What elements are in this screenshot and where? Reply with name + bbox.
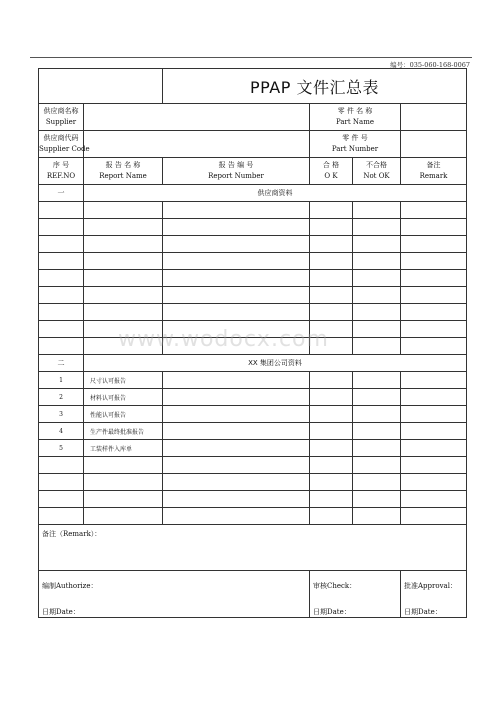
report-name-cell [84, 270, 163, 287]
ref-cell [39, 491, 84, 508]
report-name-cell: 工装样件入库单 [84, 440, 163, 457]
ok-cell[interactable] [310, 457, 353, 474]
ok-cell[interactable] [310, 236, 353, 253]
table-row [39, 219, 467, 236]
report-name-cell: 尺寸认可报告 [84, 372, 163, 389]
not-ok-cell[interactable] [353, 457, 401, 474]
not-ok-cell[interactable] [353, 508, 401, 525]
authorize-date-label: 日期Date： [42, 608, 80, 616]
ok-cell[interactable] [310, 406, 353, 423]
watermark: www.wodocx.com [118, 327, 329, 352]
table-row [39, 440, 467, 457]
table-row [39, 202, 467, 219]
remark-cell[interactable] [401, 372, 467, 389]
col-header-remark: 备注 Remark [401, 158, 467, 185]
not-ok-cell[interactable] [353, 406, 401, 423]
report-name-cell [84, 236, 163, 253]
section-number: 二 [39, 355, 84, 372]
report-name-cell: 性能认可报告 [84, 406, 163, 423]
report-number-cell[interactable] [163, 270, 310, 287]
report-name-cell [84, 287, 163, 304]
table-row [39, 423, 467, 440]
report-number-cell[interactable] [163, 304, 310, 321]
ref-cell [39, 321, 84, 338]
table-row [39, 304, 467, 321]
remark-cell[interactable] [401, 389, 467, 406]
remark-cell[interactable] [401, 202, 467, 219]
ok-cell[interactable] [310, 372, 353, 389]
not-ok-cell[interactable] [353, 304, 401, 321]
table-row [39, 287, 467, 304]
ref-cell [39, 253, 84, 270]
ref-cell [39, 474, 84, 491]
ref-cell: 5 [39, 440, 84, 457]
report-name-cell [84, 219, 163, 236]
col-header-ok: 合 格 O K [310, 158, 353, 185]
supplier-code-label: 供应商代码 Supplier Code [39, 131, 84, 158]
report-name-cell [84, 474, 163, 491]
report-number-cell[interactable] [163, 202, 310, 219]
report-name-cell [84, 508, 163, 525]
remark-cell[interactable] [401, 321, 467, 338]
ref-cell [39, 270, 84, 287]
report-number-cell[interactable] [163, 389, 310, 406]
table-row [39, 372, 467, 389]
remark-cell[interactable] [401, 338, 467, 355]
ok-cell[interactable] [310, 423, 353, 440]
part-name-label: 零 件 名 称 Part Name [310, 104, 401, 131]
ok-cell[interactable] [310, 338, 353, 355]
report-name-cell [84, 338, 163, 355]
supplier-label: 供应商名称 Supplier [39, 104, 84, 131]
not-ok-cell[interactable] [353, 440, 401, 457]
report-number-cell[interactable] [163, 440, 310, 457]
section-row-supplier [39, 185, 467, 202]
table-row [39, 457, 467, 474]
remark-area[interactable] [39, 525, 467, 571]
section-title: XX 集团公司资料 [84, 355, 467, 372]
not-ok-cell[interactable] [353, 389, 401, 406]
logo-cell [39, 69, 163, 104]
not-ok-cell[interactable] [353, 372, 401, 389]
table-row [39, 338, 467, 355]
ref-cell: 4 [39, 423, 84, 440]
not-ok-cell[interactable] [353, 338, 401, 355]
col-header-not-ok: 不合格 Not OK [353, 158, 401, 185]
ok-cell[interactable] [310, 219, 353, 236]
remark-cell[interactable] [401, 406, 467, 423]
report-number-cell[interactable] [163, 508, 310, 525]
remark-cell[interactable] [401, 253, 467, 270]
table-row [39, 508, 467, 525]
table-row [39, 474, 467, 491]
authorize-label: 编制Authorize： [42, 582, 98, 590]
header-rule [30, 57, 472, 58]
report-number-cell[interactable] [163, 287, 310, 304]
report-number-cell[interactable] [163, 406, 310, 423]
ok-cell[interactable] [310, 321, 353, 338]
ok-cell[interactable] [310, 304, 353, 321]
report-number-cell[interactable] [163, 423, 310, 440]
remark-cell[interactable] [401, 270, 467, 287]
document-number: 编号：035-060-168-0067 [390, 61, 470, 69]
ref-cell [39, 287, 84, 304]
ref-cell: 2 [39, 389, 84, 406]
approval-date-label: 日期Date： [404, 608, 442, 616]
part-number-label: 零 件 号 Part Number [310, 131, 401, 158]
not-ok-cell[interactable] [353, 287, 401, 304]
remark-cell[interactable] [401, 219, 467, 236]
report-name-cell: 材料认可报告 [84, 389, 163, 406]
ok-cell[interactable] [310, 287, 353, 304]
not-ok-cell[interactable] [353, 321, 401, 338]
report-name-cell [84, 202, 163, 219]
remark-cell[interactable] [401, 304, 467, 321]
remark-cell[interactable] [401, 491, 467, 508]
report-name-cell: 生产件最终批准报告 [84, 423, 163, 440]
not-ok-cell[interactable] [353, 270, 401, 287]
remark-cell[interactable] [401, 457, 467, 474]
table-row [39, 253, 467, 270]
not-ok-cell[interactable] [353, 474, 401, 491]
not-ok-cell[interactable] [353, 236, 401, 253]
ref-cell [39, 457, 84, 474]
report-name-cell [84, 457, 163, 474]
part-name-field[interactable] [401, 104, 467, 131]
supplier-code-field[interactable] [84, 131, 310, 158]
report-number-cell[interactable] [163, 491, 310, 508]
report-name-cell [84, 253, 163, 270]
ref-cell [39, 304, 84, 321]
ok-cell[interactable] [310, 270, 353, 287]
remark-cell[interactable] [401, 236, 467, 253]
check-cell[interactable] [310, 571, 401, 618]
report-number-cell[interactable] [163, 338, 310, 355]
ref-cell: 3 [39, 406, 84, 423]
ok-cell[interactable] [310, 440, 353, 457]
table-row [39, 321, 467, 338]
remark-cell[interactable] [401, 508, 467, 525]
table-row [39, 406, 467, 423]
section-title: 供应商资料 [84, 185, 467, 202]
ref-cell [39, 236, 84, 253]
table-row [39, 236, 467, 253]
ref-cell: 1 [39, 372, 84, 389]
table-row [39, 389, 467, 406]
col-header-report-name: 报 告 名 称 Report Name [84, 158, 163, 185]
remark-cell[interactable] [401, 474, 467, 491]
report-name-cell [84, 321, 163, 338]
not-ok-cell[interactable] [353, 423, 401, 440]
not-ok-cell[interactable] [353, 202, 401, 219]
ref-cell [39, 508, 84, 525]
signature-row [39, 571, 467, 618]
ok-cell[interactable] [310, 474, 353, 491]
report-number-cell[interactable] [163, 236, 310, 253]
ref-cell [39, 219, 84, 236]
not-ok-cell[interactable] [353, 491, 401, 508]
col-header-report-number: 报 告 编 号 Report Number [163, 158, 310, 185]
supplier-field[interactable] [84, 104, 310, 131]
remark-cell[interactable] [401, 423, 467, 440]
section-number: 一 [39, 185, 84, 202]
ref-cell [39, 202, 84, 219]
remark-cell[interactable] [401, 287, 467, 304]
table-row [39, 491, 467, 508]
approval-cell[interactable] [401, 571, 467, 618]
not-ok-cell[interactable] [353, 219, 401, 236]
table-row [39, 270, 467, 287]
not-ok-cell[interactable] [353, 253, 401, 270]
ok-cell[interactable] [310, 508, 353, 525]
ok-cell[interactable] [310, 202, 353, 219]
report-number-cell[interactable] [163, 372, 310, 389]
col-header-ref: 序 号 REF.NO [39, 158, 84, 185]
remark-label: 备注（Remark）： [42, 530, 102, 538]
approval-label: 批准Approval： [404, 582, 457, 590]
ref-cell [39, 338, 84, 355]
ok-cell[interactable] [310, 389, 353, 406]
section-row-group [39, 355, 467, 372]
part-number-field[interactable] [401, 131, 467, 158]
authorize-cell[interactable] [39, 571, 310, 618]
form-title: PPAP 文件汇总表 [163, 69, 467, 104]
remark-cell[interactable] [401, 440, 467, 457]
report-name-cell [84, 491, 163, 508]
report-number-cell[interactable] [163, 457, 310, 474]
check-date-label: 日期Date： [313, 608, 351, 616]
report-name-cell [84, 304, 163, 321]
report-number-cell[interactable] [163, 321, 310, 338]
report-number-cell[interactable] [163, 474, 310, 491]
check-label: 审核Check： [313, 582, 357, 590]
column-header-row [39, 158, 467, 185]
report-number-cell[interactable] [163, 253, 310, 270]
report-number-cell[interactable] [163, 219, 310, 236]
ok-cell[interactable] [310, 253, 353, 270]
ok-cell[interactable] [310, 491, 353, 508]
ppap-summary-form [38, 68, 467, 618]
